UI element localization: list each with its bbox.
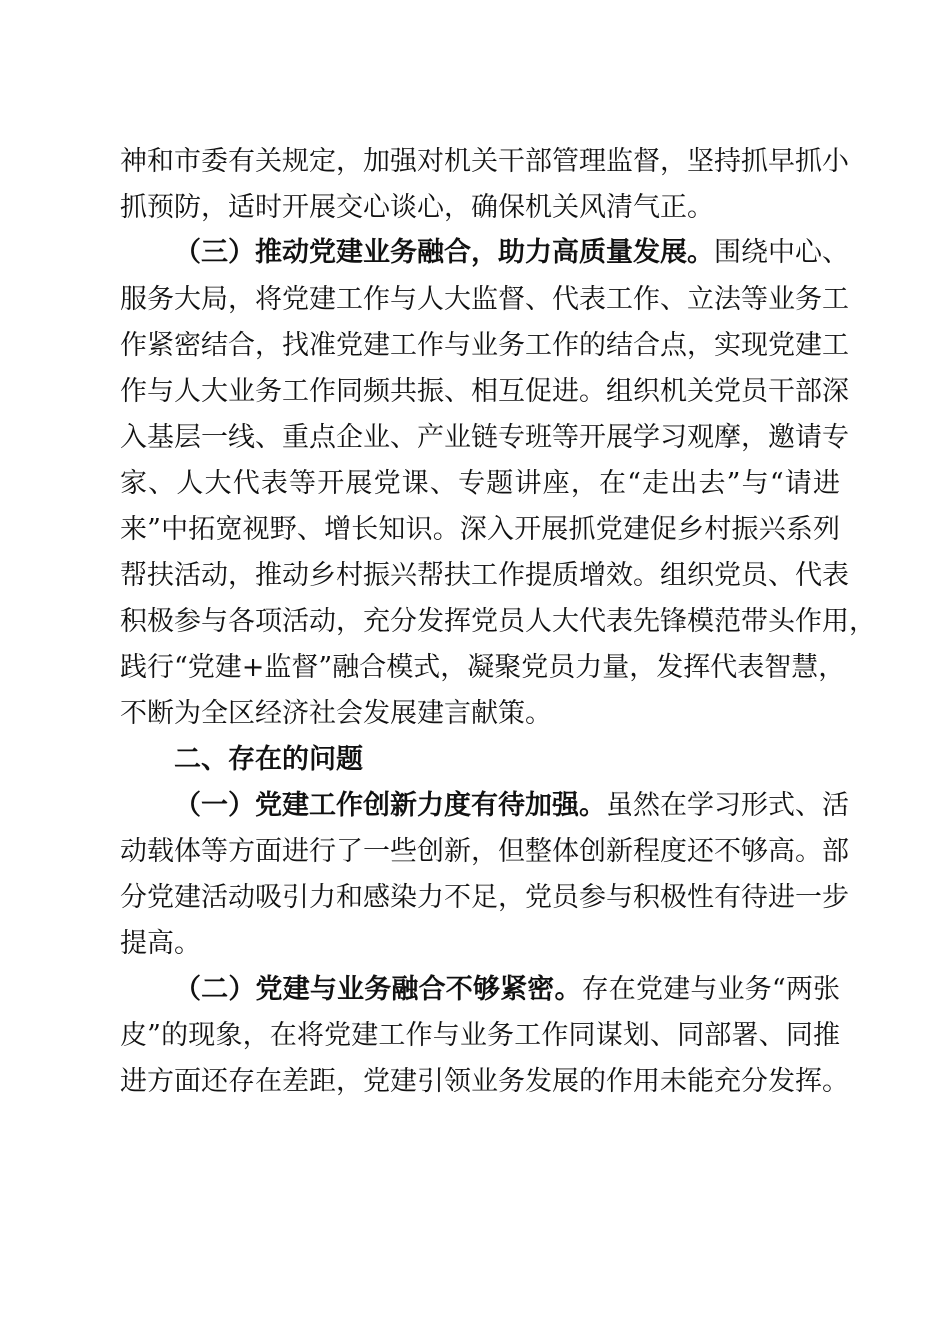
paragraph-heading: （二）党建与业务融合不够紧密。 [174,974,582,1005]
section-title: 二、存在的问题 [174,744,363,775]
paragraph-line: 作与人大业务工作同频共振、相互促进。组织机关党员干部深 [120,376,849,407]
paragraph-line: 践行“党建+监督”融合模式，凝聚党员力量，发挥代表智慧， [120,652,846,683]
paragraph-line: 分党建活动吸引力和感染力不足，党员参与积极性有待进一步 [120,882,849,913]
paragraph-heading: （三）推动党建业务融合，助力高质量发展。 [174,237,714,268]
paragraph-line: 来”中拓宽视野、增长知识。深入开展抓党建促乡村振兴系列 [120,514,840,545]
paragraph-first-line [174,783,849,829]
paragraph-line: 帮扶活动，推动乡村振兴帮扶工作提质增效。组织党员、代表 [120,560,849,591]
paragraph-line: 不断为全区经济社会发展建言献策。 [120,698,552,729]
paragraph-line: 服务大局，将党建工作与人大监督、代表工作、立法等业务工 [120,284,849,315]
paragraph-text: 虽然在学习形式、活 [606,790,849,821]
paragraph-heading: （一）党建工作创新力度有待加强。 [174,790,606,821]
paragraph-line: 动载体等方面进行了一些创新，但整体创新程度还不够高。部 [120,836,849,867]
paragraph-line: 家、人大代表等开展党课、专题讲座，在“走出去”与“请进 [120,468,840,499]
paragraph-line: 积极参与各项活动，充分发挥党员人大代表先锋模范带头作用， [120,606,876,637]
paragraph-first-line [174,967,840,1013]
paragraph-line: 皮”的现象，在将党建工作与业务工作同谋划、同部署、同推 [120,1020,840,1051]
paragraph-text: 围绕中心、 [714,237,849,268]
paragraph-first-line [174,230,849,276]
paragraph-line: 进方面还存在差距，党建引领业务发展的作用未能充分发挥。 [120,1066,849,1097]
paragraph-line: 抓预防，适时开展交心谈心，确保机关风清气正。 [120,192,714,223]
paragraph-text: 存在党建与业务“两张 [581,974,840,1005]
paragraph-line: 神和市委有关规定，加强对机关干部管理监督，坚持抓早抓小 [120,146,849,177]
paragraph-line: 提高。 [120,928,201,959]
paragraph-line: 作紧密结合，找准党建工作与业务工作的结合点，实现党建工 [120,330,849,361]
paragraph-line: 入基层一线、重点企业、产业链专班等开展学习观摩，邀请专 [120,422,849,453]
